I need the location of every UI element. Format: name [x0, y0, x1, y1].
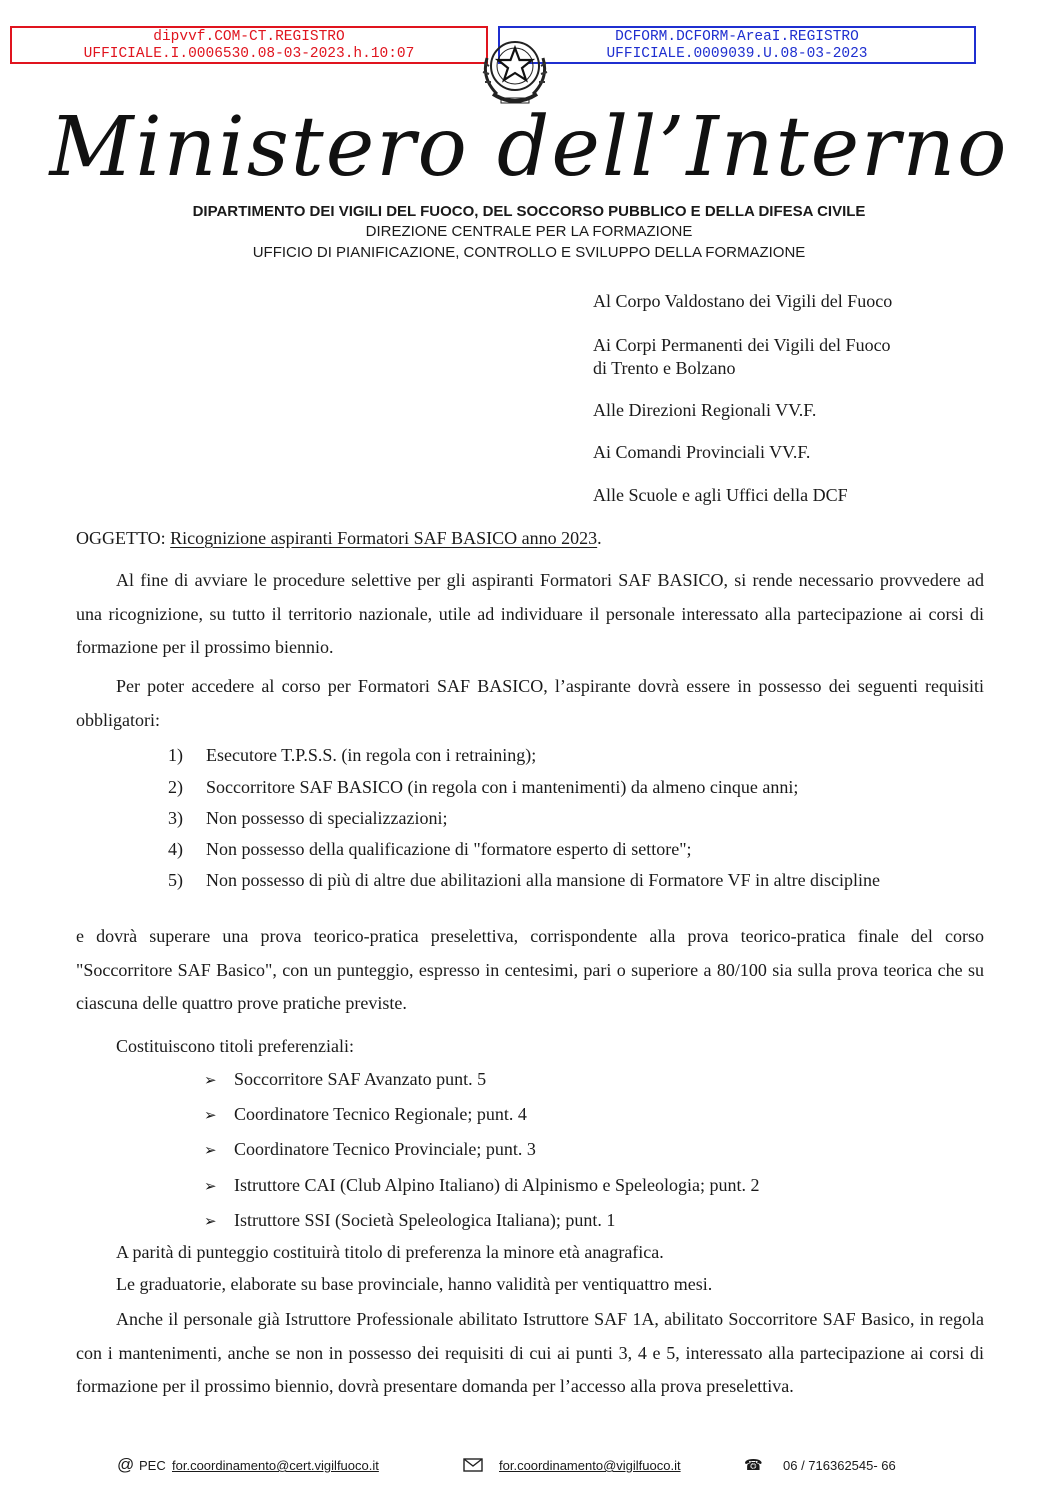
preference-item	[204, 1104, 527, 1125]
arrow-bullet-icon: ➢	[204, 1106, 217, 1124]
requirement-number: 4)	[168, 839, 183, 859]
at-icon: @	[117, 1455, 135, 1474]
pec-address[interactable]: for.coordinamento@cert.vigilfuoco.it	[172, 1458, 379, 1473]
subject-end: .	[597, 528, 602, 548]
preference-text: Istruttore CAI (Club Alpino Italiano) di Alpinismo e Speleologia; punt. 2	[234, 1175, 760, 1195]
paragraph-intro: Al fine di avviare le procedure selettive per gli aspiranti Formatori SAF BASICO, si rende necessario provvedere ad una ricognizione, su tutto il territorio nazionale, utile ad individuare il personale interessato alla partecipazione ai corsi di formazione per il prossimo biennio.	[76, 570, 984, 657]
requirement-text: Non possesso della qualificazione di "formatore esperto di settore";	[206, 839, 692, 859]
stamp-line: UFFICIALE.0009039.U.08-03-2023	[606, 46, 868, 62]
requirement-text: Non possesso di più di altre due abilitazioni alla mansione di Formatore VF in altre discipline	[206, 870, 881, 890]
requirement-number: 5)	[168, 870, 183, 890]
preference-item	[204, 1139, 536, 1160]
stamp-line: dipvvf.COM-CT.REGISTRO	[153, 29, 345, 45]
arrow-bullet-icon: ➢	[204, 1177, 217, 1195]
preference-item	[204, 1175, 759, 1196]
preference-text: Istruttore SSI (Società Speleologica Italiana); punt. 1	[234, 1210, 616, 1230]
stamp-line: DCFORM.DCFORM-AreaI.REGISTRO	[615, 29, 859, 45]
paragraph-exam: e dovrà superare una prova teorico-pratica preselettiva, corrispondente alla prova teorico-pratica finale del corso "Soccorritore SAF Basico", con un punteggio, espresso in centesimi, pari o superiore a 80/100 sia sulla prova teorica che su ciascuna delle quattro prove pratiche previste.	[76, 926, 984, 1013]
addressee: Ai Corpi Permanenti dei Vigili del Fuoco	[593, 335, 891, 355]
email-address[interactable]: for.coordinamento@vigilfuoco.it	[499, 1458, 681, 1473]
office-name: UFFICIO DI PIANIFICAZIONE, CONTROLLO E SVILUPPO DELLA FORMAZIONE	[252, 244, 806, 261]
pec-label: PEC	[139, 1458, 166, 1473]
requirement-number: 2)	[168, 777, 183, 797]
requirement-number: 3)	[168, 808, 183, 828]
addressee: di Trento e Bolzano	[593, 358, 736, 378]
stamp-line: UFFICIALE.I.0006530.08-03-2023.h.10:07	[83, 46, 415, 62]
paragraph-rankings: Le graduatorie, elaborate su base provinciale, hanno validità per ventiquattro mesi.	[116, 1274, 713, 1294]
arrow-bullet-icon: ➢	[204, 1071, 217, 1089]
requirement-text: Soccorritore SAF BASICO (in regola con i mantenimenti) da almeno cinque anni;	[206, 777, 799, 797]
paragraph-tiebreak: A parità di punteggio costituirà titolo di preferenza la minore età anagrafica.	[116, 1242, 664, 1262]
addressee: Ai Comandi Provinciali VV.F.	[593, 442, 811, 462]
subject-label: OGGETTO:	[76, 528, 166, 548]
arrow-bullet-icon: ➢	[204, 1141, 217, 1159]
addressee: Al Corpo Valdostano dei Vigili del Fuoco	[593, 291, 893, 311]
requirement-text: Non possesso di specializzazioni;	[206, 808, 448, 828]
addressee: Alle Scuole e agli Uffici della DCF	[593, 485, 848, 505]
protocol-stamp-outgoing	[498, 26, 976, 64]
department-name: DIPARTIMENTO DEI VIGILI DEL FUOCO, DEL SOCCORSO PUBBLICO E DELLA DIFESA CIVILE	[192, 203, 866, 220]
addressee: Alle Direzioni Regionali VV.F.	[593, 400, 817, 420]
subject-text: Ricognizione aspiranti Formatori SAF BASICO anno 2023	[170, 528, 598, 548]
preference-item	[204, 1210, 615, 1231]
subject-line	[76, 528, 602, 549]
preference-text: Soccorritore SAF Avanzato punt. 5	[234, 1069, 487, 1089]
phone-number: 06 / 716362545- 66	[783, 1458, 896, 1473]
preferences-intro: Costituiscono titoli preferenziali:	[116, 1036, 354, 1056]
arrow-bullet-icon: ➢	[204, 1212, 217, 1230]
paragraph-requirements-intro: Per poter accedere al corso per Formatori SAF BASICO, l’aspirante dovrà essere in possesso dei seguenti requisiti obbligatori:	[76, 676, 984, 730]
preference-item	[204, 1069, 486, 1090]
protocol-stamp-incoming	[10, 26, 488, 64]
requirement-number: 1)	[168, 745, 183, 765]
preference-text: Coordinatore Tecnico Provinciale; punt. 3	[234, 1139, 536, 1159]
direction-name: DIREZIONE CENTRALE PER LA FORMAZIONE	[365, 223, 693, 240]
ministry-name: Ministero dell’Interno	[49, 100, 1009, 195]
phone-icon: ☎	[744, 1456, 763, 1474]
footer-contacts	[0, 1455, 1058, 1482]
paragraph-instructors: Anche il personale già Istruttore Professionale abilitato Istruttore SAF 1A, abilitato Soccorritore SAF Basico, in regola con i mantenimenti, anche se non in possesso dei requisiti di cui ai punti 3, 4 e 5, interessato alla partecipazione ai corsi di formazione per il prossimo biennio, dovrà presentare domanda per l’accesso alla prova preselettiva.	[76, 1309, 984, 1396]
preference-text: Coordinatore Tecnico Regionale; punt. 4	[234, 1104, 527, 1124]
mail-icon	[463, 1458, 483, 1472]
requirement-text: Esecutore T.P.S.S. (in regola con i retraining);	[206, 745, 537, 765]
